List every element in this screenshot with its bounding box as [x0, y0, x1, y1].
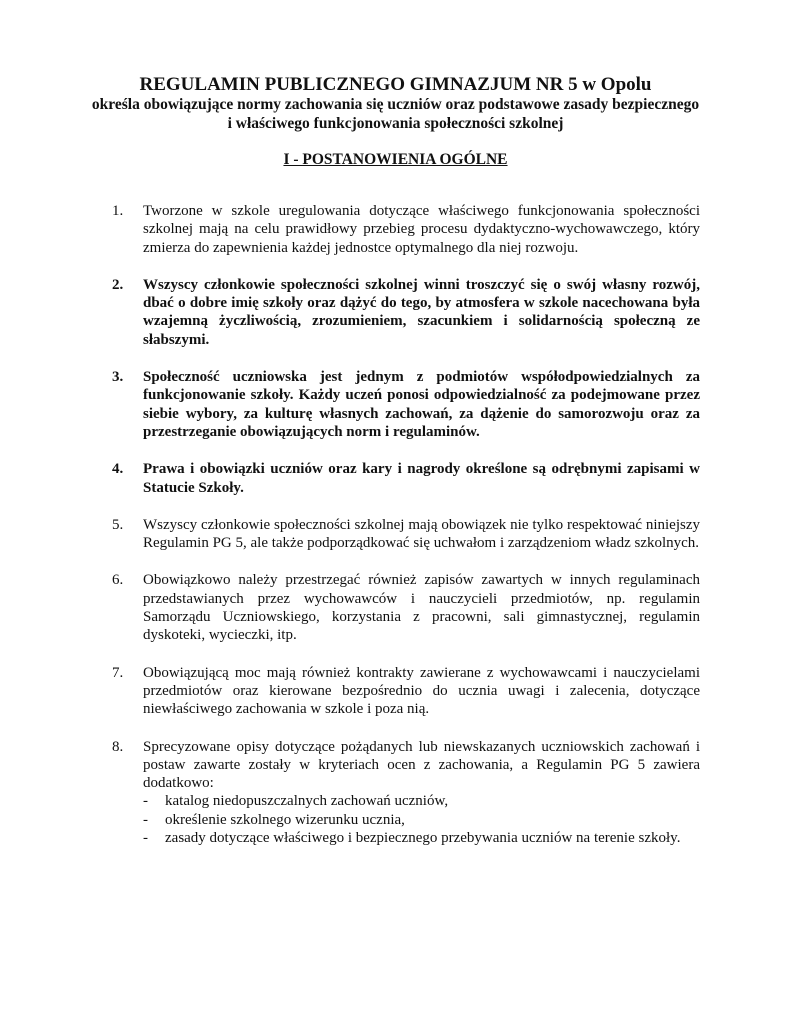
list-item-text: Wszyscy członkowie społeczności szkolnej winni troszczyć się o swój własny rozwój, dbać o dobre imię szkoły oraz dążyć do tego, by atmosfera w szkole nacechowana była wzajemną życzliwością, zrozumieniem, szacunkiem i solidarnością społeczną ze słabszymi. — [143, 276, 700, 348]
list-item-4 — [104, 460, 700, 497]
list-item-number: 2. — [112, 276, 124, 293]
list-item-text: Prawa i obowiązki uczniów oraz kary i nagrody określone są odrębnymi zapisami w Statucie Szkoły. — [143, 461, 700, 496]
list-item-text: Sprecyzowane opisy dotyczące pożądanych lub niewskazanych uczniowskich zachowań i postaw zawarte zostały w kryteriach ocen z zachowania, a Regulamin PG 5 zawiera dodatkowo: — [143, 738, 700, 792]
list-item-number: 4. — [112, 461, 124, 478]
dash-marker: - — [143, 811, 148, 828]
dash-marker: - — [143, 830, 148, 847]
list-item-number: 6. — [112, 572, 124, 589]
list-item-8 — [104, 738, 700, 848]
list-item-text: Wszyscy członkowie społeczności szkolnej mają obowiązek nie tylko respektować niniejszy Regulamin PG 5, ale także podporządkować się uchwałom i zarządzeniom władz szkolnych. — [143, 516, 700, 552]
list-item-1 — [104, 202, 700, 257]
list-item-text: Obowiązkowo należy przestrzegać również zapisów zawartych w innych regulaminach przedstawianych przez wychowawców i nauczycieli przedmiotów, np. regulamin Samorządu Uczniowskiego, korzystania z pracowni, sali gimnastycznej, regulamin dyskoteki, wycieczki, itp. — [143, 572, 700, 644]
list-item-5 — [104, 516, 700, 553]
list-item-7 — [104, 664, 700, 719]
list-item-text: Społeczność uczniowska jest jednym z podmiotów współodpowiedzialnych za funkcjonowanie szkoły. Każdy uczeń ponosi odpowiedzialność za podejmowane przez siebie wybory, za kulturę własnych zachowań, za dążenie do samorozwoju oraz za przestrzeganie obowiązujących norm i regulaminów. — [143, 369, 700, 440]
subtitle-line-2: i właściwego funkcjonowania społeczności szkolnej — [227, 115, 564, 132]
sub-list-item-text: katalog niedopuszczalnych zachowań uczniów, — [165, 793, 449, 810]
rules-list — [104, 202, 700, 847]
sub-list-item-3 — [143, 829, 700, 847]
list-item-6 — [104, 571, 700, 644]
list-item-number: 8. — [112, 738, 124, 755]
section-title: I - POSTANOWIENIA OGÓLNE — [283, 151, 508, 168]
list-item-number: 7. — [112, 664, 124, 681]
list-item-number: 5. — [112, 516, 124, 533]
list-item-2 — [104, 276, 700, 349]
sub-list-item-2 — [143, 811, 700, 829]
document-subtitle — [60, 95, 731, 133]
sub-list-item-1 — [143, 792, 700, 810]
list-item-3 — [104, 368, 700, 441]
list-item-text: Tworzone w szkole uregulowania dotyczące właściwego funkcjonowania społeczności szkolnej mają na celu prawidłowy przebieg procesu dydaktyczno-wychowawczego, który zmierza do zapewnienia każdej jednostce optymalnego dla niej rozwoju. — [143, 203, 700, 256]
list-item-text: Obowiązującą moc mają również kontrakty zawierane z wychowawcami i nauczycielami przedmiotów oraz kierowane bezpośrednio do ucznia uwagi i zalecenia, dotyczące niewłaściwego zachowania w szkole i poza nią. — [143, 664, 700, 718]
sub-list-item-text: zasady dotyczące właściwego i bezpiecznego przebywania uczniów na terenie szkoły. — [165, 830, 681, 847]
sub-list-item-text: określenie szkolnego wizerunku ucznia, — [165, 811, 405, 828]
list-item-number: 1. — [112, 203, 124, 219]
list-item-number: 3. — [112, 369, 124, 386]
document-title: REGULAMIN PUBLICZNEGO GIMNAZJUM NR 5 w Opolu — [139, 74, 652, 95]
subtitle-line-1: określa obowiązujące normy zachowania się uczniów oraz podstawowe zasady bezpiecznego — [91, 96, 700, 113]
sub-list — [143, 792, 700, 847]
dash-marker: - — [143, 793, 148, 810]
